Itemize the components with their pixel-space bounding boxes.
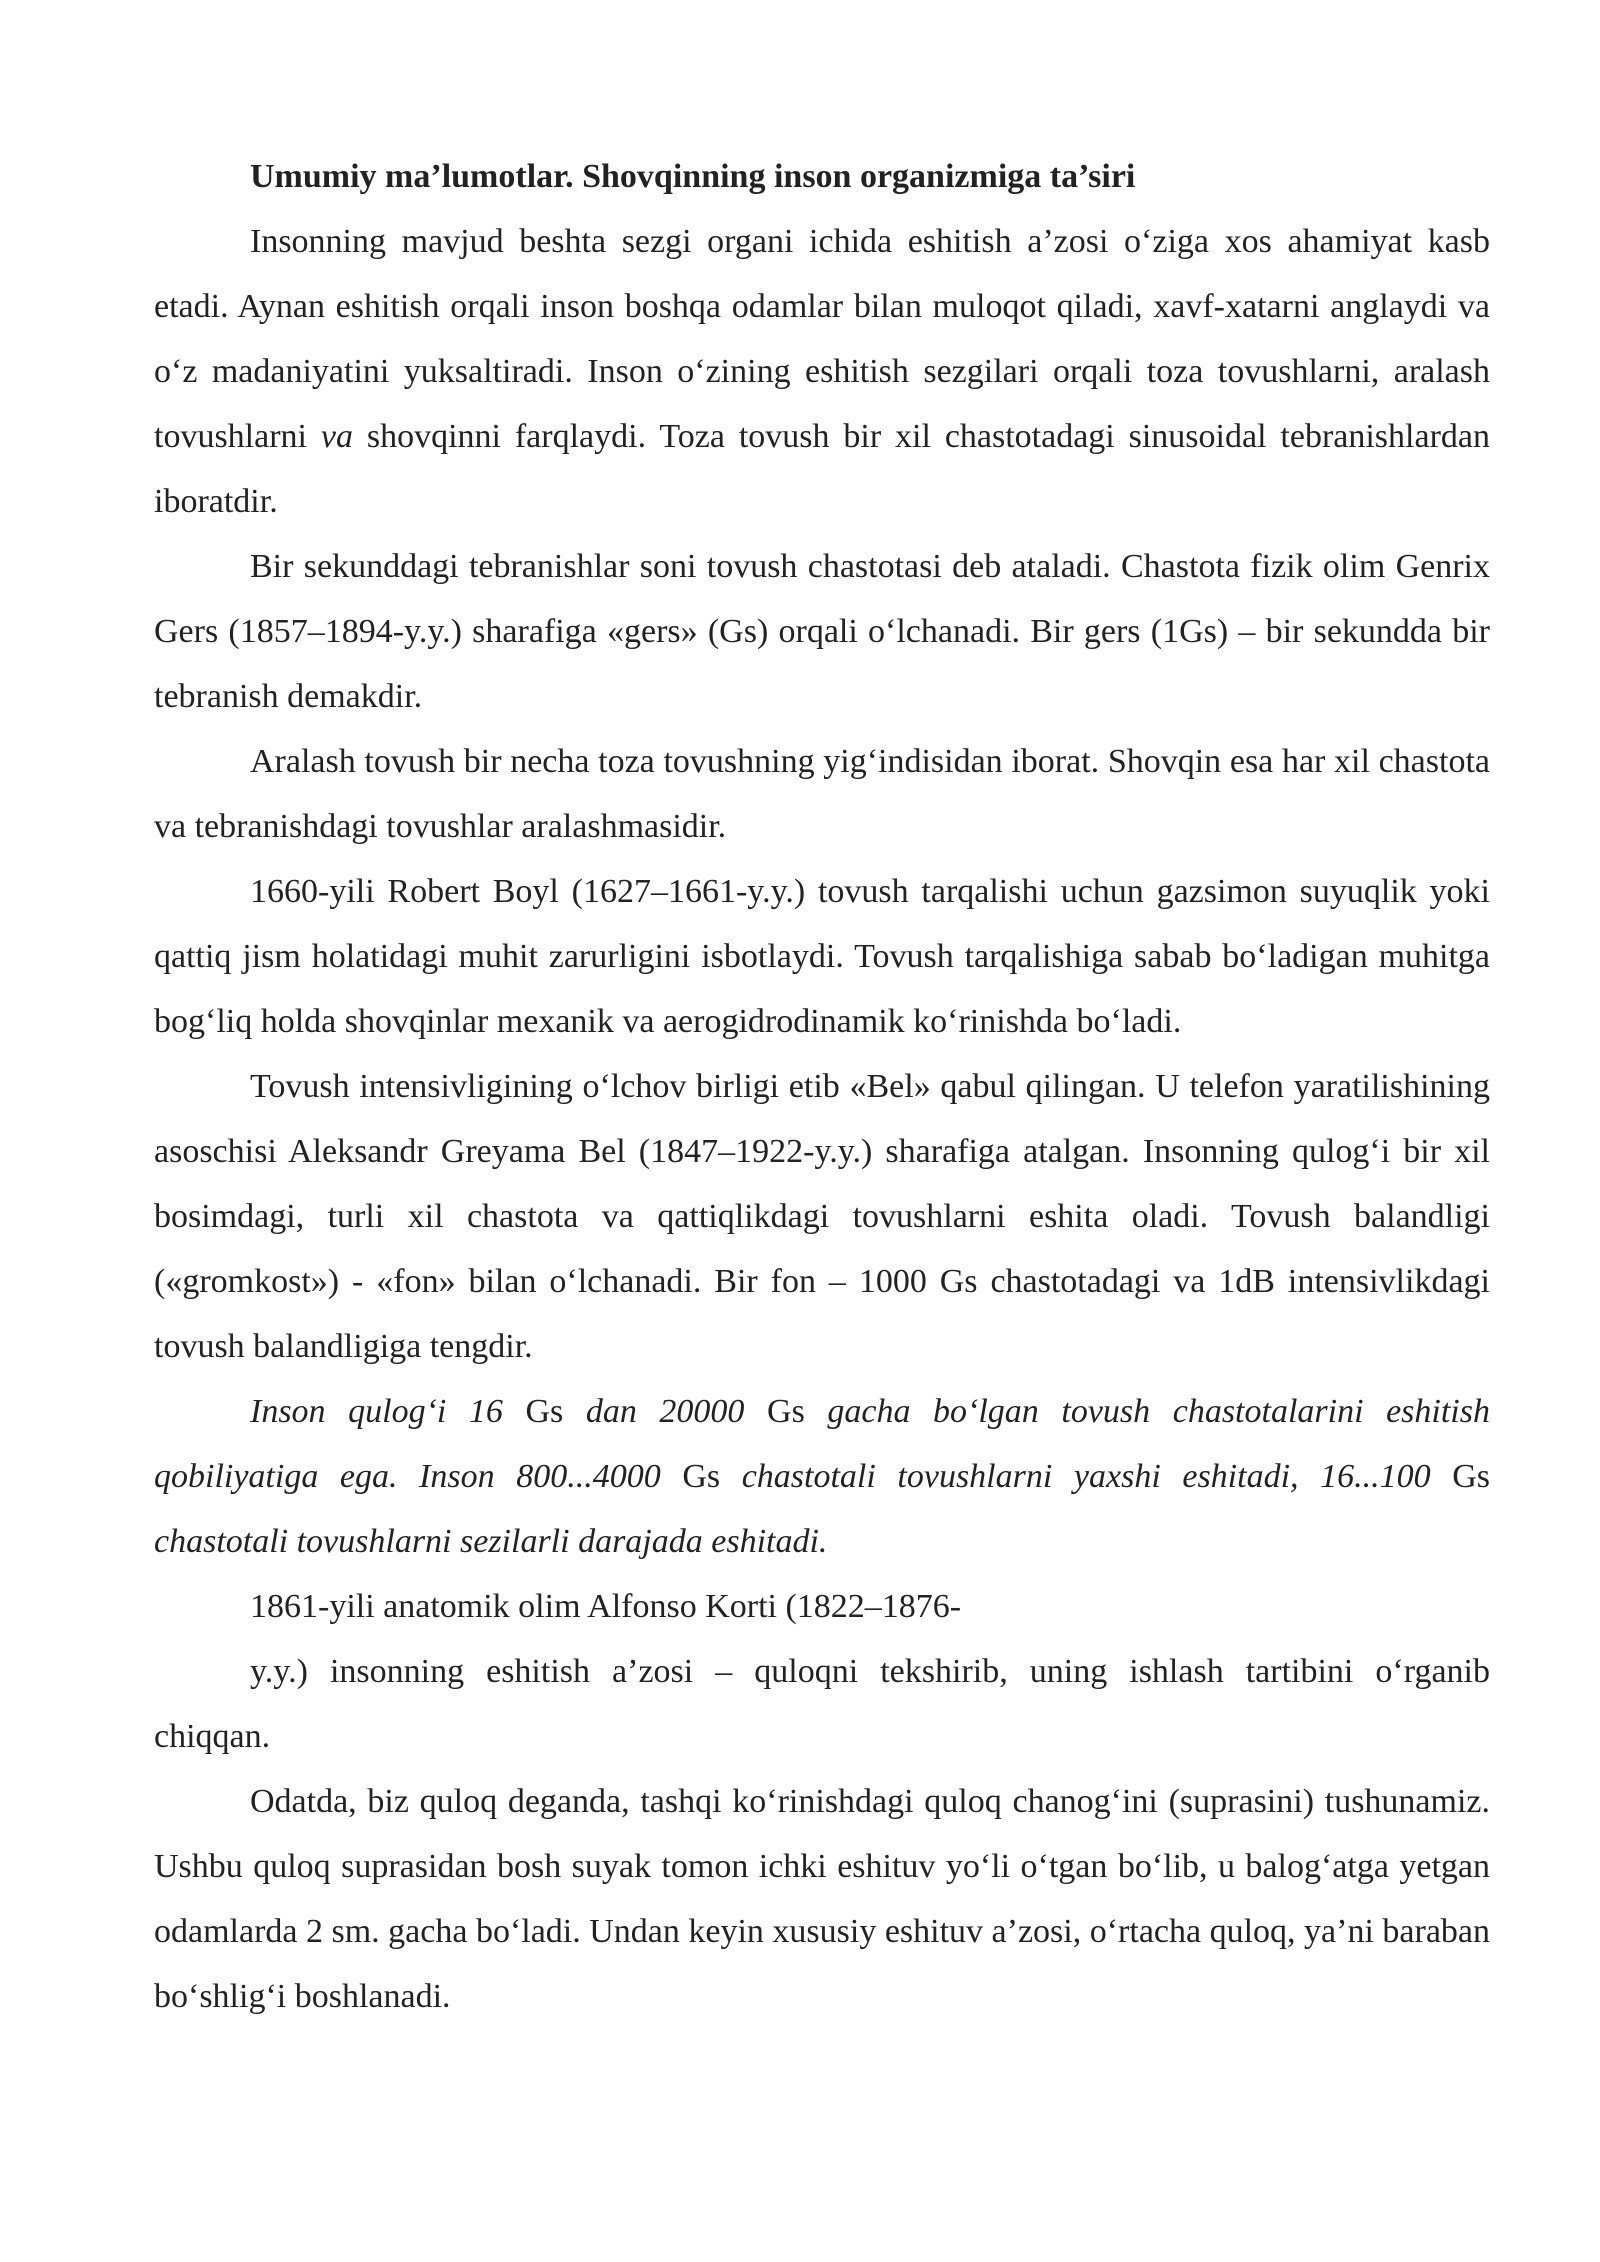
- unit-text: Gs: [660, 1458, 742, 1495]
- paragraph-korti: 1861-yili anatomik olim Alfonso Korti (1822–1876-: [250, 1588, 962, 1625]
- paragraph-korti-continued: [154, 1639, 1490, 1769]
- paragraph-frequency: Bir sekunddagi tebranishlar soni tovush chastotasi deb ataladi. Chastota fizik olim Genrix Gers (1857–1894-y.y.) sharafiga «gers» (Gs) orqali o‘lchanadi. Bir gers (1Gs) – bir sekundda bir tebranish demakdir.: [154, 548, 1490, 715]
- paragraph-italic-text: chastotali tovushlarni yaxshi eshitadi, 16...100: [741, 1458, 1431, 1495]
- unit-text: Gs: [502, 1393, 586, 1430]
- paragraph-italic-text: va: [320, 418, 353, 455]
- paragraph-boyle: 1660-yili Robert Boyl (1627–1661-y.y.) tovush tarqalishi uchun gazsimon suyuqlik yoki qattiq jism holatidagi muhit zarurligini isbotlaydi. Tovush tarqalishiga sabab bo‘ladigan muhitga bog‘liq holda shovqinlar mexanik va aerogidrodinamik ko‘rinishda bo‘ladi.: [154, 873, 1490, 1040]
- paragraph-mixed-sound: Aralash tovush bir necha toza tovushning yig‘indisidan iborat. Shovqin esa har xil chastota va tebranishdagi tovushlar aralashmasidir.: [154, 743, 1490, 845]
- section-title: Umumiy ma’lumotlar. Shovqinning inson organizmiga ta’siri: [250, 158, 1136, 195]
- document-page: [154, 144, 1490, 2029]
- unit-text: Gs: [1430, 1458, 1490, 1495]
- paragraph-ear-structure: Odatda, biz quloq deganda, tashqi ko‘rinishdagi quloq chanog‘ini (suprasini) tushunamiz. Ushbu quloq suprasidan bosh suyak tomon ichki eshituv yo‘li o‘tgan bo‘lib, u balog‘atga yetgan odamlarda 2 sm. gacha bo‘ladi. Undan keyin xususiy eshituv a’zosi, o‘rtacha quloq, ya’ni baraban bo‘shlig‘i boshlanadi.: [154, 1783, 1490, 2015]
- paragraph-first-line: y.y.) insonning eshitish a’zosi – quloqni tekshirib, uning ishlash tartibini o‘rganib: [250, 1653, 1490, 1690]
- paragraph-italic-text: dan 20000: [585, 1393, 745, 1430]
- paragraph-italic-text: chastotali tovushlarni sezilarli darajada eshitadi.: [154, 1523, 828, 1560]
- paragraph-italic-text: Inson qulog‘i 16: [250, 1393, 503, 1430]
- paragraph-italic-text: gacha bo‘lgan tovush chastotalarini eshitish qobiliyatiga ega. Inson 800...4000: [154, 1393, 1490, 1495]
- paragraph-hearing-organ: [154, 209, 1490, 534]
- paragraph-bel: Tovush intensivligining o‘lchov birligi etib «Bel» qabul qilingan. U telefon yaratilishining asoschisi Aleksandr Greyama Bel (1847–1922-y.y.) sharafiga atalgan. Insonning qulog‘i bir xil bosimdagi, turli xil chastota va qattiqlikdagi tovushlarni eshita oladi. Tovush balandligi («gromkost») - «fon» bilan o‘lchanadi. Bir fon – 1000 Gs chastotadagi va 1dB intensivlikdagi tovush balandligiga tengdir.: [154, 1068, 1490, 1365]
- paragraph-text: Insonning mavjud beshta sezgi organi ichida eshitish a’zosi o‘ziga xos ahamiyat kasb etadi. Aynan eshitish orqali inson boshqa odamlar bilan muloqot qiladi, xavf-xatarni anglaydi va o‘z madaniyatini yuksaltiradi. Inson o‘zining eshitish sezgilari orqali toza tovushlarni, aralash tovushlarni: [154, 223, 1490, 455]
- paragraph-hearing-range: [154, 1379, 1490, 1574]
- paragraph-text: chiqqan.: [154, 1718, 271, 1755]
- unit-text: Gs: [744, 1393, 828, 1430]
- paragraph-text: shovqinni farqlaydi. Toza tovush bir xil chastotadagi sinusoidal tebranishlardan iboratdir.: [154, 418, 1490, 520]
